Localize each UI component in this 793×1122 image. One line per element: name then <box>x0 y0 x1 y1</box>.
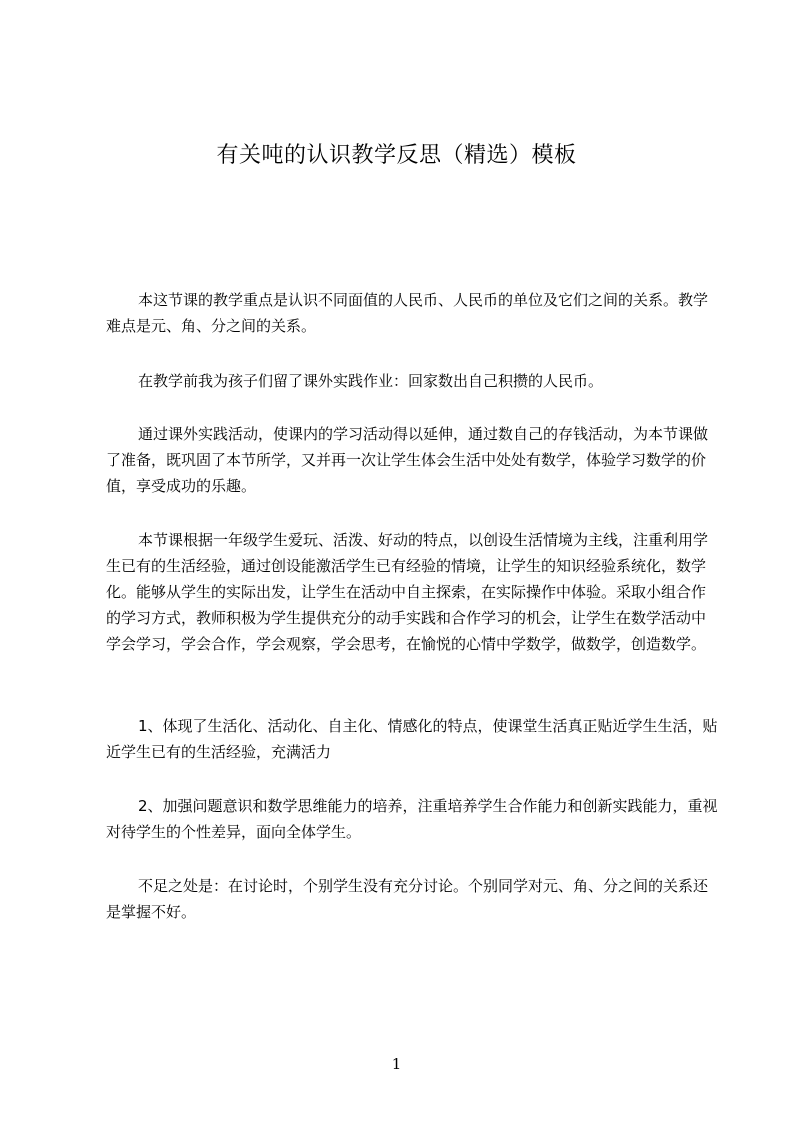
paragraph-shortcomings: 不足之处是：在讨论时，个别学生没有充分讨论。个别同学对元、角、分之间的关系还是掌握不好。 <box>106 877 709 921</box>
paragraph-lesson-design: 本节课根据一年级学生爱玩、活泼、好动的特点，以创设生活情境为主线，注重利用学生已有的生活经验，通过创设能激活学生已有经验的情境，让学生的知识经验系统化，数学化。能够从学生的实际出发，让学生在活动中自主探索，在实际操作中体验。采取小组合作的学习方式，教师积极为学生提供充分的动手实践和合作学习的机会，让学生在数学活动中学会学习，学会合作，学会观察，学会思考，在愉悦的心情中学数学，做数学，创造数学。 <box>106 531 709 653</box>
page-number: 1 <box>391 1055 402 1073</box>
paragraph-practice-activity: 通过课外实践活动，使课内的学习活动得以延伸，通过数自己的存钱活动，为本节课做了准备，既巩固了本节所学，又并再一次让学生体会生活中处处有数学，体验学习数学的价值，享受成功的乐趣。 <box>106 425 709 495</box>
paragraph-point-2: 2、加强问题意识和数学思维能力的培养，注重培养学生合作能力和创新实践能力，重视对待学生的个性差异，面向全体学生。 <box>106 797 718 841</box>
page-title: 有关吨的认识教学反思（精选）模板 <box>216 143 577 168</box>
paragraph-homework: 在教学前我为孩子们留了课外实践作业：回家数出自己积攒的人民币。 <box>138 372 604 390</box>
paragraph-teaching-focus: 本这节课的教学重点是认识不同面值的人民币、人民币的单位及它们之间的关系。教学难点是元、角、分之间的关系。 <box>106 291 709 335</box>
paragraph-point-1: 1、体现了生活化、活动化、自主化、情感化的特点，使课堂生活真正贴近学生生活，贴近学生已有的生活经验，充满活力 <box>106 717 718 761</box>
